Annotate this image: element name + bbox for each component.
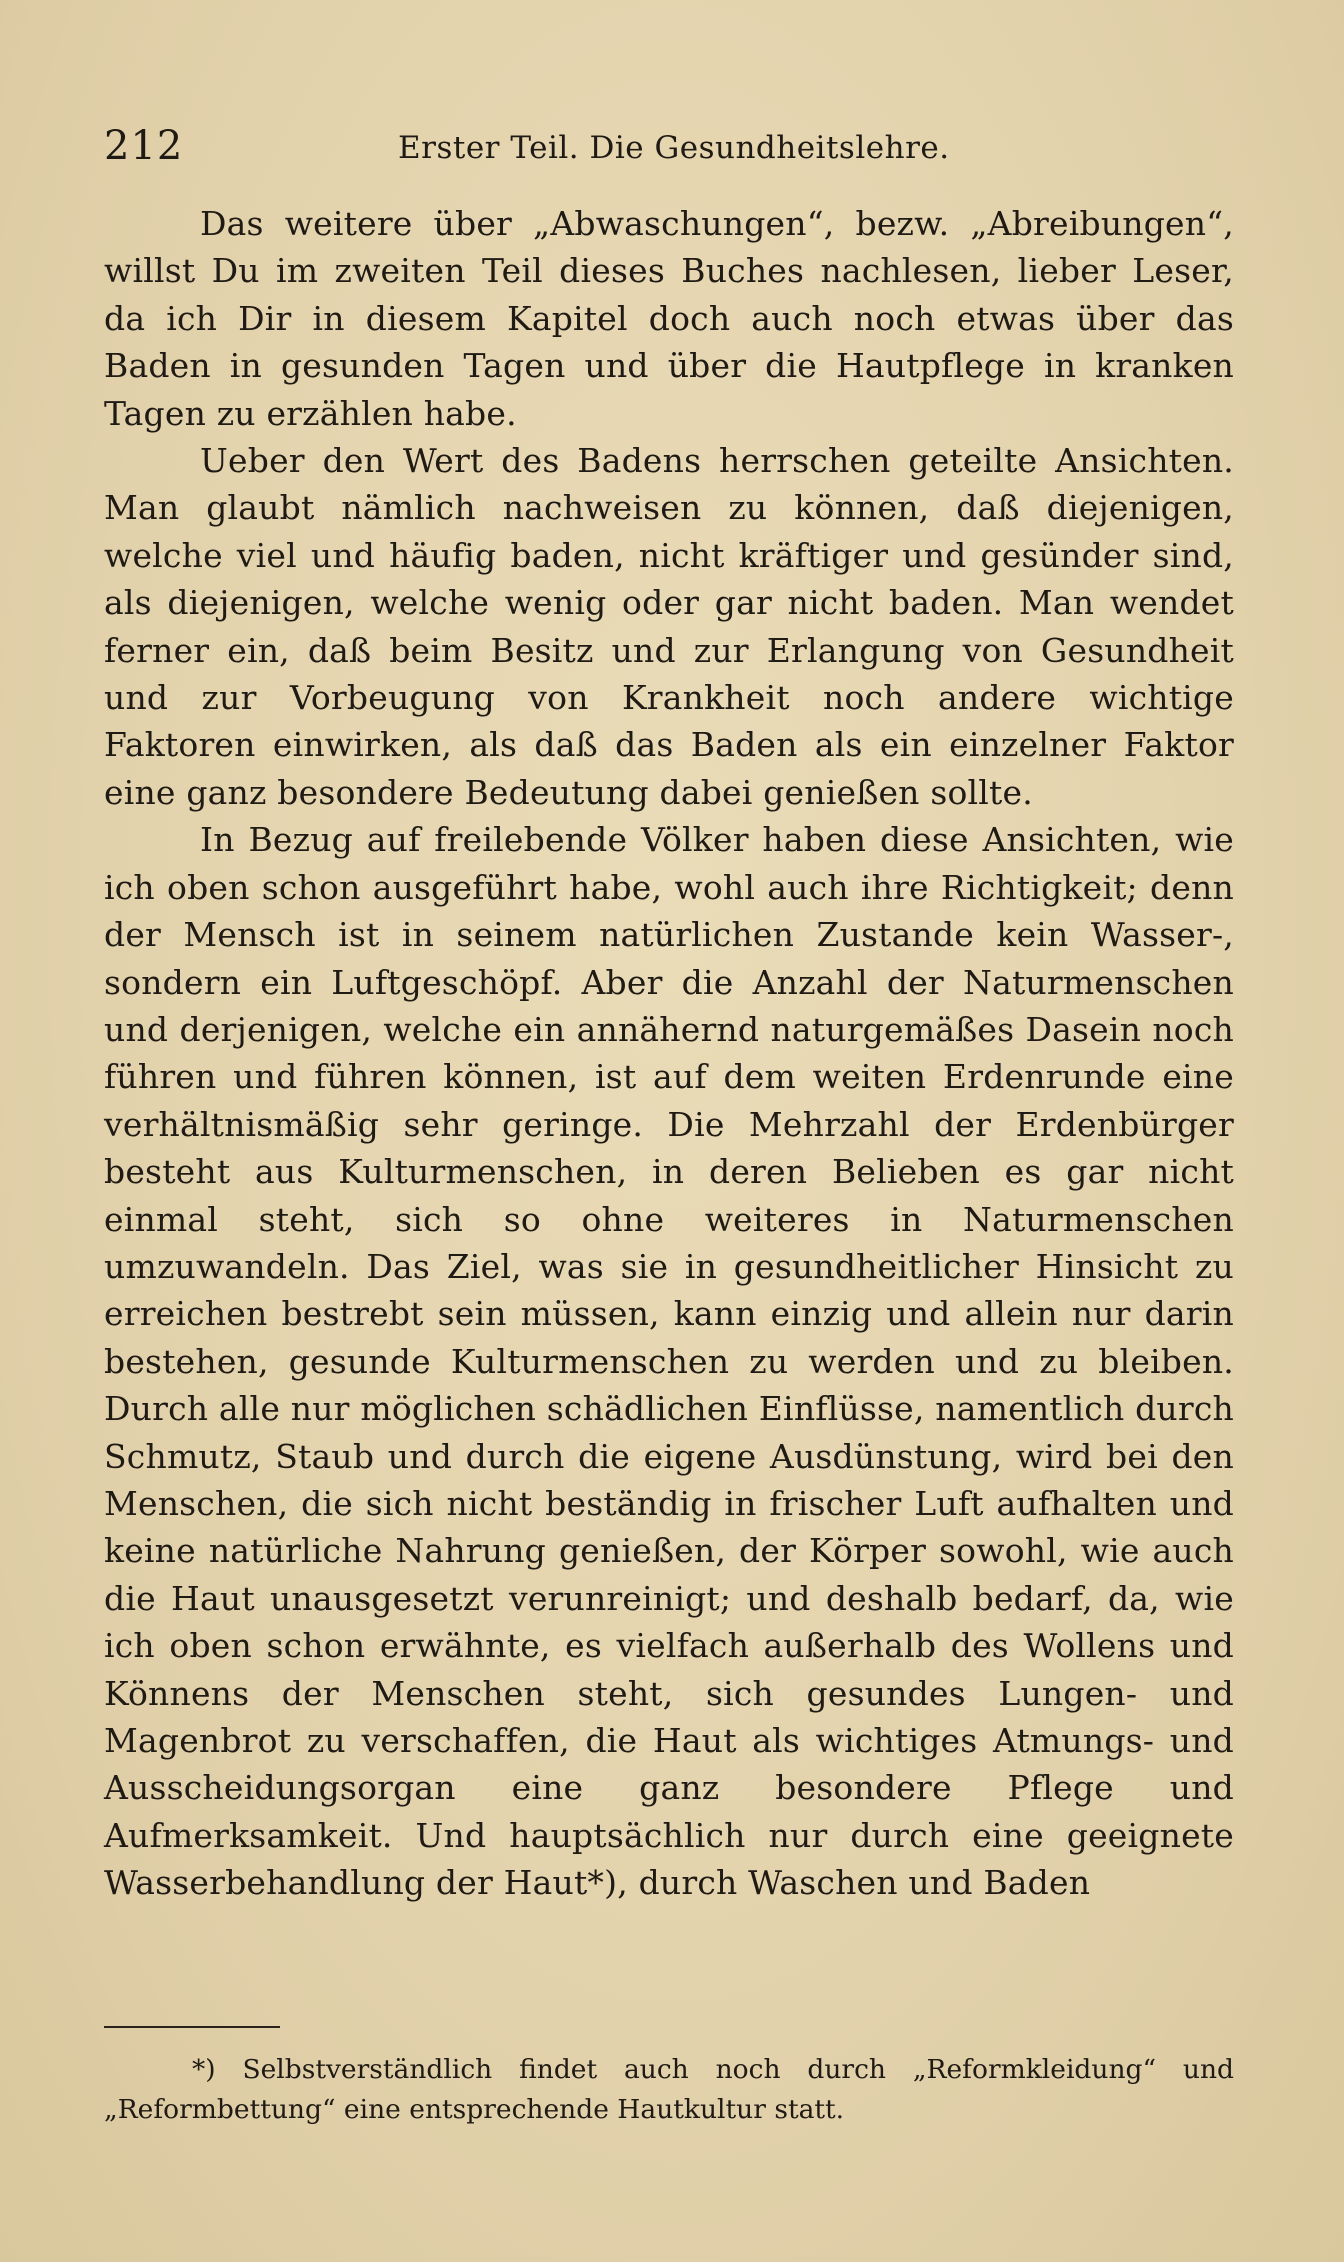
paragraph-2: Ueber den Wert des Badens herrschen geteilte Ansichten. Man glaubt nämlich nachweisen zu können, daß diejenigen, welche viel und häufig baden, nicht kräftiger und gesünder sind, als diejenigen, welche wenig oder gar nicht baden. Man wendet ferner ein, daß beim Besitz und zur Erlangung von Gesundheit und zur Vorbeugung von Krankheit noch andere wichtige Faktoren einwirken, als daß das Baden als ein einzelner Faktor eine ganz besondere Bedeutung dabei genießen sollte. (104, 441, 1234, 812)
body-text (104, 200, 1234, 2000)
footnote-divider (104, 2026, 280, 2028)
paragraph-1: Das weitere über „Abwaschungen“, bezw. „Abreibungen“, willst Du im zweiten Teil dieses Buches nachlesen, lieber Leser, da ich Dir in diesem Kapitel doch auch noch etwas über das Baden in gesunden Tagen und über die Hautpflege in kranken Tagen zu erzählen habe. (104, 204, 1234, 433)
running-head: Erster Teil. Die Gesundheitslehre. (398, 130, 950, 166)
footnote-text: *) Selbstverständlich findet auch noch durch „Reformkleidung“ und „Reformbettung“ eine entsprechende Hautkultur statt. (104, 2054, 1234, 2125)
footnote (104, 2050, 1234, 2130)
page-header (104, 118, 1234, 178)
page-number: 212 (104, 123, 184, 169)
paragraph-3: In Bezug auf freilebende Völker haben diese Ansichten, wie ich oben schon ausgeführt habe, wohl auch ihre Richtigkeit; denn der Mensch ist in seinem natürlichen Zustande kein Wasser-, sondern ein Luftgeschöpf. Aber die Anzahl der Naturmenschen und derjenigen, welche ein annähernd naturgemäßes Dasein noch führen und führen können, ist auf dem weiten Erdenrunde eine verhältnismäßig sehr geringe. Die Mehrzahl der Erdenbürger besteht aus Kulturmenschen, in deren Belieben es gar nicht einmal steht, sich so ohne weiteres in Naturmenschen umzuwandeln. Das Ziel, was sie in gesundheitlicher Hinsicht zu erreichen bestrebt sein müssen, kann einzig und allein nur darin bestehen, gesunde Kulturmenschen zu werden und zu bleiben. Durch alle nur möglichen schädlichen Einflüsse, namentlich durch Schmutz, Staub und durch die eigene Ausdünstung, wird bei den Menschen, die sich nicht beständig in frischer Luft aufhalten und keine natürliche Nahrung genießen, der Körper sowohl, wie auch die Haut unausgesetzt verunreinigt; und deshalb bedarf, da, wie ich oben schon erwähnte, es vielfach außerhalb des Wollens und Könnens der Menschen steht, sich gesundes Lungen- und Magenbrot zu verschaffen, die Haut als wichtiges Atmungs- und Ausscheidungsorgan eine ganz besondere Pflege und Aufmerksamkeit. Und hauptsächlich nur durch eine geeignete Wasserbehandlung der Haut*), durch Waschen und Baden (104, 820, 1234, 1903)
